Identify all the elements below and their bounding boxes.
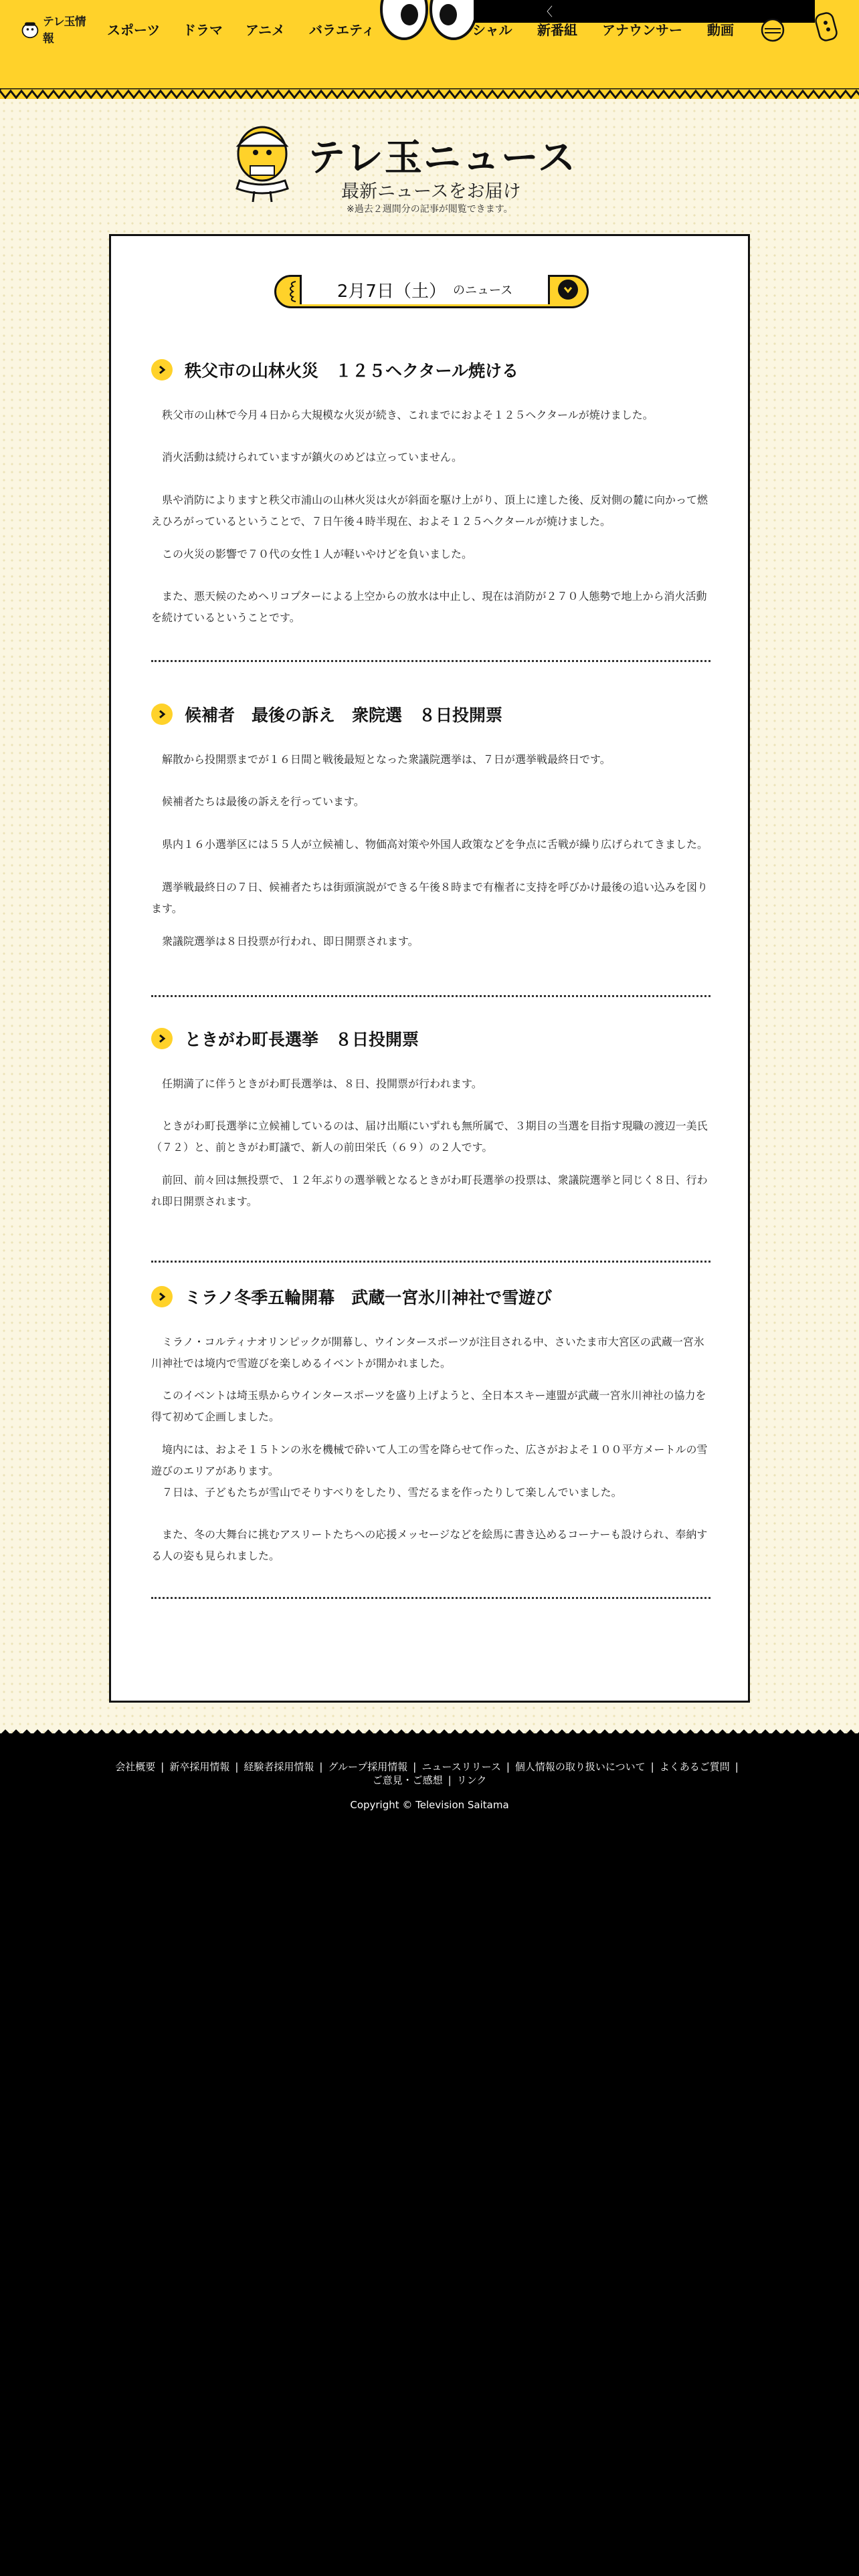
article-divider [151,1597,710,1599]
footer-link-feedback[interactable]: ご意見・ご感想 [372,1774,443,1786]
nav-item-sports[interactable]: スポーツ [107,21,161,38]
footer-link-new-grad[interactable]: 新卒採用情報 [169,1761,230,1773]
page-note: ※過去２週間分の記事が閲覧できます。 [347,204,513,215]
article-paragraph: ときがわ町長選挙に立候補しているのは、届け出順にいずれも無所属で、３期目の当選を目指す現職の渡辺一美氏（７２）と、前ときがわ町議で、新人の前田栄氏（６９）の２人です。 [151,1119,708,1154]
article-paragraph: このイベントは埼玉県からウインタースポーツを盛り上げようと、全日本スキー連盟が武蔵一宮氷川神社の協力を得て初めて企画しました。 [151,1389,706,1423]
site-logo[interactable] [20,15,90,43]
article-paragraph: 候補者たちは最後の訴えを行っています。 [162,795,365,808]
article-title: ときがわ町長選挙 ８日投開票 [185,1030,419,1049]
article-paragraph: 衆議院選挙は８日投票が行われ、即日開票されます。 [162,935,419,948]
article-paragraph: 消火活動は続けられていますが鎮火のめどは立っていません。 [162,451,462,463]
article-divider [151,660,710,662]
article-paragraph: ミラノ・コルティナオリンピックが開幕し、ウインタースポーツが注目される中、さいたま市大宮区の武蔵一宮氷川神社では境内で雪遊びを楽しめるイベントが開かれました。 [151,1335,704,1370]
article-paragraph: 県や消防によりますと秩父市浦山の山林火災は火が斜面を駆け上がり、頂上に達した後、反対側の麓に向かって燃えひろがっているということで、７日午後４時半現在、およそ１２５ヘクタールが焼けました。 [151,494,708,528]
mascot-icon [230,119,294,205]
date-value: 2月7日（土） [337,281,446,302]
mascot-eyes-icon [379,0,479,41]
footer-link-company[interactable]: 会社概要 [115,1761,156,1773]
footer-link-group[interactable]: グループ採用情報 [328,1761,408,1773]
article-header[interactable] [151,1025,710,1052]
article-paragraph: 選挙戦最終日の７日、候補者たちは街頭演説ができる午後８時まで有権者に支持を呼びかけ最後の追い込みを図ります。 [151,881,708,915]
chevron-right-icon [151,1286,173,1307]
nav-item-variety[interactable]: バラエティ [309,21,375,38]
header-zigzag-edge [0,88,859,99]
nav-item-new-programs[interactable]: 新番組 [537,21,577,38]
article-paragraph: ７日は、子どもたちが雪山でそりすべりをしたり、雪だるまを作ったりして楽しんでいました。 [162,1486,622,1499]
footer-link-experienced[interactable]: 経験者採用情報 [244,1761,314,1773]
footer-link-links[interactable]: リンク [456,1774,487,1786]
remote-control-icon[interactable] [812,9,842,43]
footer-links: 会社概要 | 新卒採用情報 | 経験者採用情報 | グループ採用情報 | ニュースリリース | 個人情報の取り扱いについて | よくあるご質問 | ご意見・ご感想 | リンク [115,1761,739,1786]
footer-zigzag-edge [0,1728,859,1740]
footer-link-news-release[interactable]: ニュースリリース [421,1761,501,1773]
nav-item-videos[interactable]: 動画 [707,21,734,38]
banner-text: 〈 [541,5,553,19]
article-header[interactable] [151,1283,710,1310]
nav-item-anime[interactable]: アニメ [246,21,285,38]
chevron-right-icon [151,704,173,725]
article-paragraph: 秩父市の山林で今月４日から大規模な火災が続き、これまでにおよそ１２５ヘクタールが焼けました。 [162,409,654,421]
footer-link-privacy[interactable]: 個人情報の取り扱いについて [514,1761,646,1773]
date-suffix: のニュース [452,284,513,298]
page-title-block [227,119,629,219]
chevron-down-icon[interactable] [558,280,578,300]
page-title: テレ玉ニュース [308,136,577,180]
article-title: 秩父市の山林火災 １２５ヘクタール焼ける [185,361,519,381]
article-divider [151,995,710,997]
article-paragraph: また、冬の大舞台に挑むアスリートたちへの応援メッセージなどを絵馬に書き込めるコーナーも設けられ、奉納する人の姿も見られました。 [151,1528,708,1562]
scalloped-edge-icon [280,280,297,303]
article-title: 候補者 最後の訴え 衆院選 ８日投開票 [185,706,503,725]
article-paragraph: 任期満了に伴うときがわ町長選挙は、８日、投開票が行われます。 [162,1077,482,1090]
nav-item-special[interactable]: シャル [472,21,512,38]
article-paragraph: 境内には、およそ１５トンの氷を機械で砕いて人工の雪を降らせて作った、広さがおよそ１００平方メートルの雪遊びのエリアがあります。 [151,1443,708,1477]
news-card [109,234,750,1703]
article-paragraph: 前回、前々回は無投票で、１２年ぶりの選挙戦となるときがわ町長選挙の投票は、衆議院選挙と同じく８日、行われ即日開票されます。 [151,1174,708,1208]
article-header[interactable] [151,356,710,383]
chevron-right-icon [151,1028,173,1049]
article-divider [151,1261,710,1263]
logo-mascot-icon [20,17,40,40]
article-paragraph: また、悪天候のためヘリコプターによる上空からの放水は中止し、現在は消防が２７０人態勢で地上から消火活動を続けているということです。 [151,590,707,624]
page-subtitle: 最新ニュースをお届け [341,181,521,202]
article-header[interactable] [151,701,710,728]
article-paragraph: 県内１６小選挙区には５５人が立候補し、物価高対策や外国人政策などを争点に舌戦が繰り広げられてきました。 [162,838,708,851]
date-selector[interactable] [274,275,589,308]
site-header [0,0,859,99]
broadcast-icon[interactable] [760,17,785,43]
article-paragraph: 解散から投開票までが１６日間と戦後最短となった衆議院選挙は、７日が選挙戦最終日です。 [162,753,611,766]
footer-link-faq[interactable]: よくあるご質問 [659,1761,730,1773]
article-title: ミラノ冬季五輪開幕 武蔵一宮氷川神社で雪遊び [185,1288,553,1307]
article-paragraph: この火災の影響で７０代の女性１人が軽いやけどを負いました。 [162,548,473,560]
logo-text: テレ玉情報 [42,15,86,45]
chevron-right-icon [151,359,173,381]
copyright: Copyright © Television Saitama [350,1799,509,1811]
nav-item-drama[interactable]: ドラマ [183,21,223,38]
nav-item-announcers[interactable]: アナウンサー [602,21,682,38]
date-label [300,275,550,304]
